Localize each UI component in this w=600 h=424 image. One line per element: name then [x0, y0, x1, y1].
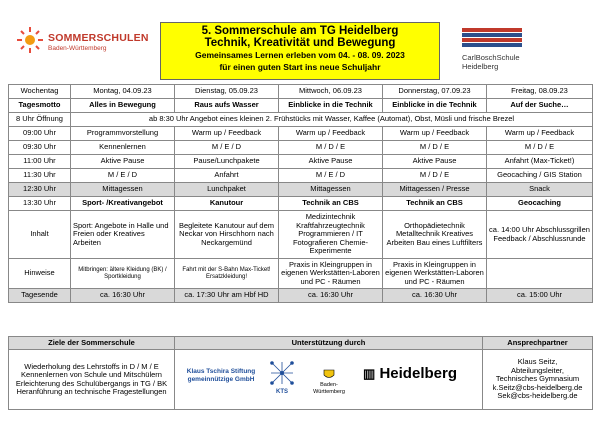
motto-cell: Raus aufs Wasser [175, 99, 279, 113]
ende-cell: ca. 16:30 Uhr [71, 289, 175, 303]
ende-cell: ca. 16:30 Uhr [279, 289, 383, 303]
support-logos [177, 352, 480, 408]
time-label: 09:30 Uhr [9, 141, 71, 155]
contact-cell [483, 350, 593, 410]
kts-label: KTS [276, 389, 288, 395]
bw-label: Baden-Württemberg [313, 382, 345, 395]
schedule-table [8, 84, 593, 303]
day-cell: Donnerstag, 07.09.23 [383, 85, 487, 99]
bw-logo [305, 368, 353, 396]
slot-cell: Aktive Pause [383, 155, 487, 169]
time-row [9, 155, 593, 169]
slot-cell: M / E / D [279, 169, 383, 183]
day-cell: Mittwoch, 06.09.23 [279, 85, 383, 99]
title-line-2: Technik, Kreativität und Bewegung [204, 37, 396, 49]
slot-cell: M / D / E [383, 141, 487, 155]
ende-cell: ca. 16:30 Uhr [383, 289, 487, 303]
title-line-1: 5. Sommerschule am TG Heidelberg [201, 25, 399, 37]
title-box [160, 22, 440, 80]
slot-cell: Warm up / Feedback [383, 127, 487, 141]
slot-cell: Lunchpaket [175, 183, 279, 197]
inhalt-cell: ca. 14:00 Uhr Abschlussgrillen Feedback / Abschlussrunde [487, 211, 593, 259]
motto-label: Tagesmotto [9, 99, 71, 113]
footer-header-row [9, 337, 593, 350]
slot-cell: Kennenlernen [71, 141, 175, 155]
ende-row [9, 289, 593, 303]
slot-cell: M / D / E [383, 169, 487, 183]
kts-network-icon [269, 360, 295, 386]
ende-cell: ca. 17:30 Uhr am Hbf HD [175, 289, 279, 303]
afternoon-row [9, 197, 593, 211]
day-cell: Montag, 04.09.23 [71, 85, 175, 99]
goals-text: Wiederholung des Lehrstoffs in D / M / E Kennenlernen von Schule und Mitschülern Erleichterung des Schulübergangs in TG / BK Heranführung an technische Fragestellungen [9, 350, 175, 410]
klaus-tschira-logo: Klaus Tschira Stiftung gemeinnützige GmbH [186, 367, 256, 383]
title-line-3: Gemeinsames Lernen erleben vom 04. - 08. 09. 2023 [195, 50, 405, 60]
contact-school: Technisches Gymnasium [495, 374, 580, 384]
slot-cell: Programmvorstellung [71, 127, 175, 141]
motto-cell: Alles in Bewegung [71, 99, 175, 113]
sommerschulen-logo [16, 26, 166, 66]
day-cell: Dienstag, 05.09.23 [175, 85, 279, 99]
days-label: Wochentag [9, 85, 71, 99]
contact-email-1[interactable]: k.Seitz@cbs-heidelberg.de [492, 382, 583, 392]
hinweise-cell: Fahrt mit der S-Bahn Max-Ticket! Ersatzkleidung! [175, 259, 279, 289]
hinweise-cell: Praxis in Kleingruppen in eigenen Werkstätten-Laboren und PC - Räumen [279, 259, 383, 289]
ende-label: Tagesende [9, 289, 71, 303]
bw-crest-icon [322, 368, 336, 380]
time-row [9, 127, 593, 141]
slot-cell: Mittagessen / Presse [383, 183, 487, 197]
activity-cell: Technik an CBS [279, 197, 383, 211]
motto-cell: Einblicke in die Technik [279, 99, 383, 113]
inhalt-cell: Orthopädietechnik Metalltechnik Kreatives Arbeiten Bau eines Luftfilters [383, 211, 487, 259]
ende-cell: ca. 15:00 Uhr [487, 289, 593, 303]
slot-cell: Mittagessen [279, 183, 383, 197]
heidelberg-logo [363, 364, 457, 382]
time-row [9, 141, 593, 155]
contact-email-2[interactable]: Sek@cbs-heidelberg.de [497, 391, 578, 401]
time-label: 09:00 Uhr [9, 127, 71, 141]
school-flag-icon [462, 28, 522, 48]
time-label: 13:30 Uhr [9, 197, 71, 211]
time-label: 11:30 Uhr [9, 169, 71, 183]
inhalt-cell: Begleitete Kanutour auf dem Neckar von Hirschhorn nach Neckargemünd [175, 211, 279, 259]
time-label: 12:30 Uhr [9, 183, 71, 197]
header [0, 0, 600, 82]
time-row [9, 169, 593, 183]
slot-cell: Snack [487, 183, 593, 197]
slot-cell: M / E / D [175, 141, 279, 155]
days-row [9, 85, 593, 99]
slot-cell: Warm up / Feedback [487, 127, 593, 141]
sun-icon [16, 26, 44, 54]
goals-header: Ziele der Sommerschule [9, 337, 175, 350]
slot-cell: Aktive Pause [279, 155, 383, 169]
hinweise-cell: Praxis in Kleingruppen in eigenen Werkstätten-Laboren und PC - Räumen [383, 259, 487, 289]
contact-name: Klaus Seitz, [517, 357, 558, 367]
inhalt-row [9, 211, 593, 259]
slot-cell: Warm up / Feedback [279, 127, 383, 141]
inhalt-cell: Sport: Angebote in Halle und Freien oder Kreatives Arbeiten [71, 211, 175, 259]
time-label: 11:00 Uhr [9, 155, 71, 169]
title-line-4: für einen guten Start ins neue Schuljahr [219, 61, 381, 72]
opening-label: 8 Uhr Öffnung [9, 113, 71, 127]
footer-content-row [9, 350, 593, 410]
school-name-line-1: CarlBoschSchule [462, 53, 520, 62]
logo-sub-text: Baden-Württemberg [48, 45, 107, 52]
activity-cell: Kanutour [175, 197, 279, 211]
slot-cell: M / E / D [71, 169, 175, 183]
contact-role: Abteilungsleiter, [511, 365, 564, 375]
slot-cell: M / D / E [487, 141, 593, 155]
heidelberg-mark-icon: ▥ [363, 365, 376, 381]
hinweise-cell: Mitbringen: ältere Kleidung (BK) / Sportkleidung [71, 259, 175, 289]
kts-logo [269, 360, 295, 394]
motto-row [9, 99, 593, 113]
motto-cell: Einblicke in die Technik [383, 99, 487, 113]
slot-cell: Aktive Pause [71, 155, 175, 169]
activity-cell: Technik an CBS [383, 197, 487, 211]
slot-cell: Anfahrt [175, 169, 279, 183]
day-cell: Freitag, 08.09.23 [487, 85, 593, 99]
motto-cell: Auf der Suche… [487, 99, 593, 113]
heidelberg-label: Heidelberg [379, 364, 457, 382]
inhalt-cell: Medizintechnik Kraftfahrzeugtechnik Programmieren / IT Fotografieren Chemie-Experimente [279, 211, 383, 259]
slot-cell: Anfahrt (Max-Ticket!) [487, 155, 593, 169]
slot-cell: Geocaching / GIS Station [487, 169, 593, 183]
slot-cell: M / D / E [279, 141, 383, 155]
footer-table [8, 336, 593, 410]
support-cell [175, 350, 483, 410]
hinweise-row [9, 259, 593, 289]
hinweise-label: Hinweise [9, 259, 71, 289]
contact-header: Ansprechpartner [483, 337, 593, 350]
logo-brand-text: SOMMERSCHULEN [48, 32, 149, 44]
carl-bosch-schule-logo [462, 28, 562, 78]
hinweise-cell [487, 259, 593, 289]
lunch-row [9, 183, 593, 197]
slot-cell: Mittagessen [71, 183, 175, 197]
activity-cell: Geocaching [487, 197, 593, 211]
support-header: Unterstützung durch [175, 337, 483, 350]
school-name-line-2: Heidelberg [462, 62, 499, 71]
activity-cell: Sport- /Kreativangebot [71, 197, 175, 211]
slot-cell: Warm up / Feedback [175, 127, 279, 141]
inhalt-label: Inhalt [9, 211, 71, 259]
opening-text: ab 8:30 Uhr Angebot eines kleinen 2. Frühstücks mit Wasser, Kaffee (Automat), Obst, Müsli und frische Brezel [71, 113, 593, 127]
slot-cell: Pause/Lunchpakete [175, 155, 279, 169]
opening-row [9, 113, 593, 127]
